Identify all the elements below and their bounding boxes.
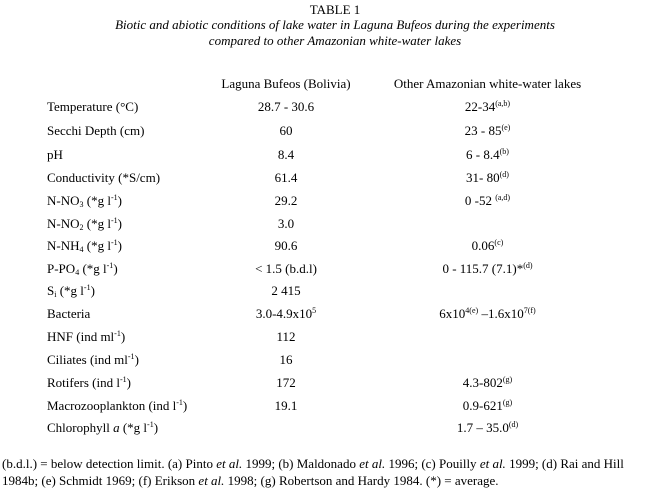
row-label: Ciliates (ind $ml^{-1}$): [47, 352, 139, 367]
row-label: $N-NO_2$ (*g $l^{-1}$): [47, 216, 122, 232]
table-row: [0, 352, 670, 372]
other-value: 31- 80$^{(d)}$: [466, 170, 509, 185]
other-value: 23 - 85$^{(e)}$: [464, 123, 511, 138]
other-value: $6x10^{4(e)}$ $-1.6x10^{7(f)}$: [439, 306, 536, 321]
table-caption-line2: compared to other Amazonian white-water lakes: [208, 33, 462, 48]
row-label: $N-NH_4$ (*g $l^{-1}$): [47, 238, 122, 254]
row-label: Conductivity (*S/cm): [47, 170, 161, 185]
row-label: Secchi Depth (cm): [47, 123, 145, 138]
table-caption-line1: Biotic and abiotic conditions of lake water in Laguna Bufeos during the experiments: [115, 17, 555, 32]
other-value: 0 -52 $^{(a,d)}$: [464, 193, 511, 208]
bufeos-value: 90.6: [274, 238, 298, 253]
bufeos-value: 16: [279, 352, 293, 367]
table-row: [0, 170, 670, 190]
bufeos-value: 28.7 - 30.6: [257, 99, 315, 114]
row-label: $N-NO_3$ (*g $l^{-1}$): [47, 193, 122, 209]
bufeos-value: 60: [279, 123, 293, 138]
bufeos-value: $3.0-4.9x10^5$: [255, 306, 317, 321]
row-label: HNF (ind $ml^{-1}$): [47, 329, 126, 344]
table-row: [0, 329, 670, 349]
other-value: 22-34$^{(a,b)}$: [464, 99, 511, 114]
bufeos-value: 2 415: [271, 283, 301, 298]
table-row: [0, 238, 670, 258]
table-row: [0, 420, 670, 440]
other-value: 6 - 8.4$^{(b)}$: [466, 147, 509, 162]
bufeos-value: 112: [276, 329, 296, 344]
table-row: [0, 306, 670, 326]
other-value: 0.06$^{(c)}$: [471, 238, 504, 253]
other-value: 0.9-621$^{(g)}$: [462, 398, 513, 413]
table-row: [0, 261, 670, 281]
column-header-bufeos: Laguna Bufeos (Bolivia): [221, 76, 351, 91]
bufeos-value: 172: [276, 375, 296, 390]
table-row: [0, 283, 670, 303]
other-value: 0 - 115.7 (7.1)*$^{(d)}$: [442, 261, 533, 276]
bufeos-value: < 1.5 (b.d.l): [255, 261, 317, 276]
other-value: 4.3-802$^{(g)}$: [462, 375, 513, 390]
bufeos-value: 8.4: [277, 147, 295, 162]
table-row: [0, 398, 670, 418]
row-label: $P-PO_4$ (*g $l^{-1}$): [47, 261, 118, 277]
bufeos-value: 61.4: [274, 170, 298, 185]
bufeos-value: 19.1: [274, 398, 298, 413]
row-label: Bacteria: [47, 306, 91, 321]
table-footnote: (b.d.l.) = below detection limit. (a) Pinto et al. 1999; (b) Maldonado et al. 1996; (c) Pouilly et al. 1999; (d) Rai and Hill 1984b; (e) Schmidt 1969; (f) Erikson et al. 1998; (g) Robertson and Hardy 1984. (*) = average.: [2, 456, 624, 488]
row-label: Rotifers (ind $l^{-1}$): [47, 375, 131, 390]
bufeos-value: 3.0: [277, 216, 295, 231]
table-row: [0, 99, 670, 119]
row-label: $S_i$ (*g $l^{-1}$): [47, 283, 95, 299]
row-label: pH: [47, 147, 63, 162]
table-number: TABLE 1: [309, 2, 361, 17]
table-row: [0, 123, 670, 143]
other-value: 1.7 – 35.0$^{(d)}$: [456, 420, 519, 435]
table-row: [0, 375, 670, 395]
table-row: [0, 147, 670, 167]
table-row: [0, 216, 670, 236]
row-label: Macrozooplankton (ind $l^{-1}$): [47, 398, 188, 413]
row-label: Temperature (°C): [47, 99, 139, 114]
table-row: [0, 193, 670, 213]
row-label: Chlorophyll a (*g $l^{-1}$): [47, 420, 159, 435]
column-header-other: Other Amazonian white-water lakes: [393, 76, 582, 91]
bufeos-value: 29.2: [274, 193, 298, 208]
